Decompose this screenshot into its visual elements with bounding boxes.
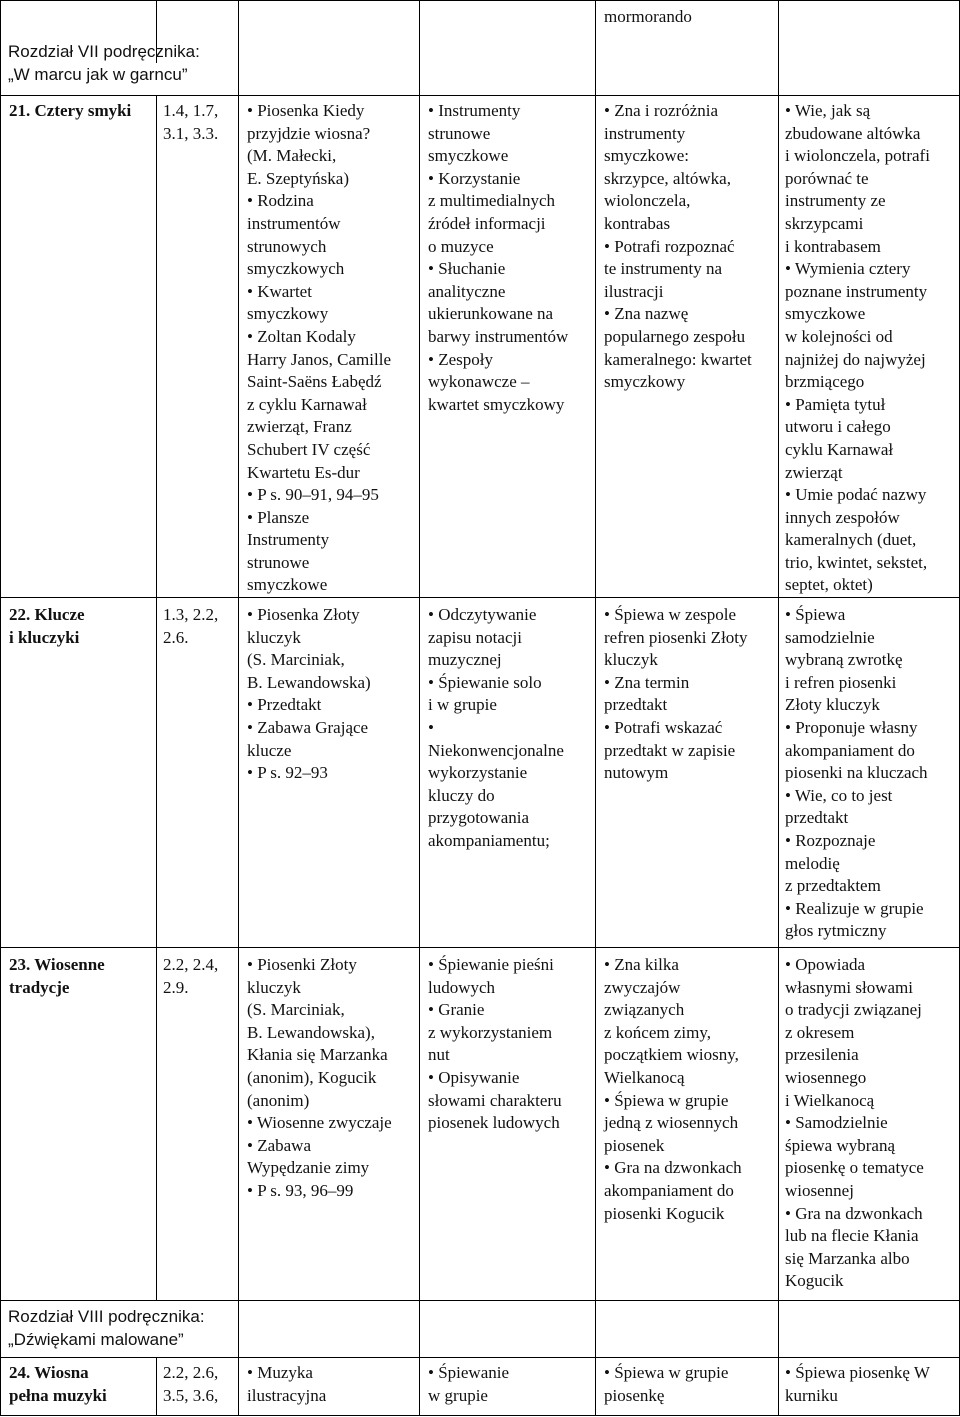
cell-line: • Śpiewa — [785, 605, 846, 624]
column-divider — [419, 0, 420, 1416]
cell-line: te instrumenty na — [604, 259, 723, 279]
cell-line: zwierząt, Franz — [247, 417, 352, 437]
cell-line: piosenki Kogucik — [604, 1203, 725, 1223]
basic-requirements-cell — [604, 604, 748, 785]
cell-line: • Instrumenty — [428, 101, 521, 120]
cell-line: (anonim), Kogucik — [247, 1067, 377, 1087]
cell-line: Złoty kluczyk — [785, 695, 880, 715]
extended-requirements-cell — [785, 604, 928, 943]
section-heading-line: Rozdział VIII podręcznika: — [8, 1307, 205, 1326]
cell-line: 2.2, 2.4, — [163, 955, 219, 974]
cell-line: przygotowania — [428, 808, 530, 828]
row-divider — [0, 95, 960, 96]
content-cell — [247, 604, 371, 785]
content-cell — [247, 1362, 326, 1407]
cell-line: kluczyk — [247, 627, 301, 647]
cell-line: przesilenia — [785, 1045, 859, 1065]
cell-line: piosenek ludowych — [428, 1113, 560, 1133]
cell-line: (S. Marciniak, — [247, 650, 345, 670]
cell-line: samodzielnie — [785, 627, 875, 647]
cell-line: • Wymienia cztery — [785, 259, 911, 279]
cell-line: kameralnego: kwartet — [604, 349, 752, 369]
cell-line: Kogucik — [785, 1271, 844, 1291]
cell-line: z przedtaktem — [785, 876, 881, 896]
cell-line: • Piosenka Złoty — [247, 605, 360, 624]
cell-line: się Marzanka albo — [785, 1248, 910, 1268]
cell-line: • P s. 93, 96–99 — [247, 1180, 354, 1200]
row-divider — [0, 947, 960, 948]
cell-line: klucze — [247, 740, 292, 760]
cell-line: (anonim) — [247, 1090, 310, 1110]
cell-line: akompaniament do — [785, 740, 915, 760]
cell-line: • Kwartet — [247, 281, 312, 301]
basic-requirements-cell — [604, 1362, 728, 1407]
cell-line: kluczy do — [428, 785, 495, 805]
cell-line: • Wie, jak są — [785, 101, 871, 120]
cell-line: ilustracji — [604, 281, 664, 301]
cell-line: ludowych — [428, 977, 496, 997]
row-divider — [0, 1357, 960, 1358]
cell-line: • Potrafi wskazać — [604, 717, 723, 737]
cell-line: • Umie podać nazwy — [785, 485, 927, 505]
cell-line: 2.6. — [163, 627, 189, 647]
curriculum-refs-cell — [163, 604, 218, 649]
cell-line: • Zna kilka — [604, 955, 679, 974]
cell-line: o muzyce — [428, 236, 494, 256]
cell-line: • P s. 90–91, 94–95 — [247, 485, 379, 505]
cell-line: wykorzystanie — [428, 763, 528, 783]
cell-line: 2.9. — [163, 977, 189, 997]
cell-line: i refren piosenki — [785, 672, 897, 692]
cell-line: kontrabas — [604, 213, 671, 233]
basic-requirements-cell — [604, 954, 742, 1225]
extended-requirements-cell — [785, 1362, 930, 1407]
cell-line: • Korzystanie — [428, 168, 521, 188]
cell-line: zwyczajów — [604, 977, 681, 997]
cell-line: Niekonwencjonalne — [428, 740, 564, 760]
cell-line: • Zespoły — [428, 349, 493, 369]
cell-line: • Opisywanie — [428, 1067, 520, 1087]
cell-line: przedtakt — [785, 808, 849, 828]
cell-line: • Opowiada — [785, 955, 866, 974]
cell-line: przyjdzie wiosna? — [247, 123, 371, 143]
cell-line: • Śpiewa w grupie — [604, 1363, 729, 1382]
cell-line: smyczkowe — [428, 146, 509, 166]
mormorando-text: mormorando — [604, 7, 692, 26]
cell-line: kluczyk — [604, 650, 658, 670]
cell-line: piosenki na kluczach — [785, 763, 928, 783]
row-divider — [0, 1300, 960, 1301]
cell-line: 1.3, 2.2, — [163, 605, 219, 624]
section-heading-vii — [8, 41, 200, 86]
lesson-title-cell — [9, 954, 105, 999]
cell-line: septet, oktet) — [785, 575, 873, 595]
cell-line: • Wie, co to jest — [785, 785, 893, 805]
cell-line: nut — [428, 1045, 450, 1065]
cell-line: innych zespołów — [785, 507, 900, 527]
cell-line: B. Lewandowska), — [247, 1022, 375, 1042]
cell-line: Harry Janos, Camille — [247, 349, 391, 369]
cell-line: porównać te — [785, 168, 869, 188]
cell-line: i kluczyki — [9, 627, 80, 647]
cell-line: śpiewa wybraną — [785, 1135, 895, 1155]
cell-line: • Śpiewanie — [428, 1363, 510, 1382]
extended-requirements-cell — [785, 954, 924, 1293]
cell-line: kwartet smyczkowy — [428, 394, 565, 414]
section-heading-line: „Dźwiękami malowane” — [8, 1329, 184, 1349]
cell-line: najniżej do najwyżej — [785, 349, 926, 369]
cell-line: Instrumenty — [247, 530, 330, 550]
cell-line: przedtakt w zapisie — [604, 740, 736, 760]
cell-line: • — [428, 717, 434, 737]
cell-line: • Potrafi rozpoznać — [604, 236, 735, 256]
cell-line: głos rytmiczny — [785, 921, 887, 941]
cell-line: w grupie — [428, 1385, 488, 1405]
cell-line: tradycje — [9, 977, 70, 997]
extended-requirements-cell — [785, 100, 930, 597]
cell-line: • Zna nazwę — [604, 304, 689, 324]
cell-line: poznane instrumenty — [785, 281, 928, 301]
cell-line: • Proponuje własny — [785, 717, 918, 737]
cell-line: pełna muzyki — [9, 1385, 107, 1405]
cell-line: smyczkowe — [247, 575, 328, 595]
cell-line: • Plansze — [247, 507, 310, 527]
row-divider — [0, 597, 960, 598]
cell-line: (S. Marciniak, — [247, 1000, 345, 1020]
cell-line: 21. Cztery smyki — [9, 101, 132, 120]
cell-line: instrumentów — [247, 213, 341, 233]
cell-line: piosenkę — [604, 1385, 665, 1405]
cell-line: 3.5, 3.6, — [163, 1385, 219, 1405]
cell-line: kurniku — [785, 1385, 838, 1405]
cell-line: refren piosenki Złoty — [604, 627, 748, 647]
cell-line: wybraną zwrotkę — [785, 650, 903, 670]
cell-line: Wielkanocą — [604, 1067, 685, 1087]
cell-line: • Rozpoznaje — [785, 830, 876, 850]
cell-line: E. Szeptyńska) — [247, 168, 349, 188]
cell-line: • Śpiewa w grupie — [604, 1090, 729, 1110]
lesson-title-cell — [9, 604, 85, 649]
row-divider — [0, 0, 960, 1]
activities-cell — [428, 100, 568, 416]
cell-line: własnymi słowami — [785, 977, 913, 997]
cell-line: Saint-Saëns Łabędź — [247, 372, 382, 392]
cell-line: akompaniament do — [604, 1180, 734, 1200]
cell-line: źródeł informacji — [428, 213, 546, 233]
cell-line: piosenkę o tematyce — [785, 1158, 924, 1178]
cell-line: 23. Wiosenne — [9, 955, 105, 974]
cell-line: nutowym — [604, 763, 669, 783]
cell-line: smyczkowy — [604, 372, 686, 392]
cell-line: • Samodzielnie — [785, 1113, 888, 1133]
cell-line: Wypędzanie zimy — [247, 1158, 370, 1178]
cell-line: wiosennego — [785, 1067, 867, 1087]
cell-line: analityczne — [428, 281, 506, 301]
cell-line: melodię — [785, 853, 840, 873]
cell-line: ukierunkowane na — [428, 304, 554, 324]
cell-line: • Gra na dzwonkach — [785, 1203, 923, 1223]
cell-line: strunowe — [247, 552, 310, 572]
cell-line: • P s. 92–93 — [247, 763, 328, 783]
activities-cell — [428, 954, 562, 1135]
lesson-title-cell — [9, 100, 131, 123]
cell-line: • Śpiewanie pieśni — [428, 955, 554, 974]
cell-line: • Rodzina — [247, 191, 314, 211]
cell-line: i wiolonczela, potrafi — [785, 146, 930, 166]
lesson-title-cell — [9, 1362, 107, 1407]
cell-line: • Piosenki Złoty — [247, 955, 357, 974]
cell-line: 22. Klucze — [9, 605, 85, 624]
cell-line: słowami charakteru — [428, 1090, 562, 1110]
cell-line: strunowych — [247, 236, 327, 256]
cell-line: zwierząt — [785, 462, 843, 482]
basic-requirements-cell — [604, 100, 752, 394]
content-cell — [247, 100, 391, 597]
cell-line: 1.4, 1.7, — [163, 101, 219, 120]
cell-line: smyczkowych — [247, 259, 345, 279]
cell-line: wiolonczela, — [604, 191, 691, 211]
cell-line: z okresem — [785, 1022, 855, 1042]
cell-line: 24. Wiosna — [9, 1363, 89, 1382]
cell-line: instrumenty — [604, 123, 686, 143]
cell-line: wykonawcze – — [428, 372, 530, 392]
row-divider — [0, 1415, 960, 1416]
cell-line: o tradycji związanej — [785, 1000, 922, 1020]
cell-line: • Muzyka — [247, 1363, 313, 1382]
column-divider — [156, 95, 157, 1300]
cell-line: z końcem zimy, — [604, 1022, 711, 1042]
cell-line: • Piosenka Kiedy — [247, 101, 365, 120]
cell-line: kluczyk — [247, 977, 301, 997]
cell-line: • Słuchanie — [428, 259, 506, 279]
cell-line: strunowe — [428, 123, 491, 143]
cell-line: skrzypcami — [785, 213, 864, 233]
cell-line: kameralnych (duet, — [785, 530, 917, 550]
cell-line: w kolejności od — [785, 326, 893, 346]
section-heading-line: Rozdział VII podręcznika: — [8, 42, 200, 61]
cell-line: cyklu Karnawał — [785, 439, 894, 459]
cell-line: z cyklu Karnawał — [247, 394, 367, 414]
cell-line: Kwartetu Es-dur — [247, 462, 360, 482]
cell-line: Schubert IV część — [247, 439, 371, 459]
content-cell — [247, 954, 392, 1203]
cell-line: 3.1, 3.3. — [163, 123, 219, 143]
cell-line: początkiem wiosny, — [604, 1045, 739, 1065]
column-divider — [595, 0, 596, 1416]
column-divider — [0, 0, 1, 1416]
cell-line: akompaniamentu; — [428, 830, 550, 850]
cell-line: z wykorzystaniem — [428, 1022, 553, 1042]
cell-line: smyczkowe: — [604, 146, 689, 166]
cell-line: B. Lewandowska) — [247, 672, 371, 692]
activities-cell — [428, 1362, 509, 1407]
cell-line: utworu i całego — [785, 417, 891, 437]
cell-line: • Gra na dzwonkach — [604, 1158, 742, 1178]
cell-line: instrumenty ze — [785, 191, 886, 211]
cell-line: • Przedtakt — [247, 695, 322, 715]
cell-line: • Zabawa Grające — [247, 717, 369, 737]
cell-line: trio, kwintet, sekstet, — [785, 552, 928, 572]
curriculum-refs-cell — [163, 1362, 218, 1407]
cell-line: • Zoltan Kodaly — [247, 326, 356, 346]
section-heading-viii — [8, 1306, 205, 1351]
cell-line: • Realizuje w grupie — [785, 898, 924, 918]
column-divider — [778, 0, 779, 1416]
cell-line: 2.2, 2.6, — [163, 1363, 219, 1382]
cell-line: barwy instrumentów — [428, 326, 569, 346]
cell-line: • Zna termin — [604, 672, 690, 692]
cell-line: smyczkowe — [785, 304, 866, 324]
cell-line: • Śpiewa piosenkę W — [785, 1363, 930, 1382]
cell-line: (M. Małecki, — [247, 146, 337, 166]
cell-line: • Wiosenne zwyczaje — [247, 1113, 392, 1133]
cell-line: popularnego zespołu — [604, 326, 746, 346]
cell-line: • Zna i rozróżnia — [604, 101, 719, 120]
cell-line: • Śpiewanie solo — [428, 672, 542, 692]
cell-line: zapisu notacji — [428, 627, 522, 647]
cell-line: • Pamięta tytuł — [785, 394, 886, 414]
cell-line: i Wielkanocą — [785, 1090, 875, 1110]
cell-line: lub na flecie Kłania — [785, 1226, 919, 1246]
cell-line: brzmiącego — [785, 372, 865, 392]
cell-line: • Odczytywanie — [428, 605, 537, 624]
cell-line: • Śpiewa w zespole — [604, 605, 736, 624]
cell-line: • Zabawa — [247, 1135, 311, 1155]
cell-line: i w grupie — [428, 695, 497, 715]
cell-line: • Granie — [428, 1000, 485, 1020]
cell-line: zbudowane altówka — [785, 123, 921, 143]
section-heading-line: „W marcu jak w garncu” — [8, 64, 188, 84]
curriculum-refs-cell — [163, 954, 218, 999]
cell-line: przedtakt — [604, 695, 668, 715]
cell-line: ilustracyjna — [247, 1385, 327, 1405]
cell-line: piosenek — [604, 1135, 665, 1155]
column-divider — [238, 0, 239, 1416]
cell-line: z multimedialnych — [428, 191, 555, 211]
cell-line: jedną z wiosennych — [604, 1113, 739, 1133]
continued-text — [604, 6, 692, 29]
cell-line: i kontrabasem — [785, 236, 881, 256]
cell-line: smyczkowy — [247, 304, 329, 324]
cell-line: Kłania się Marzanka — [247, 1045, 388, 1065]
curriculum-refs-cell — [163, 100, 218, 145]
cell-line: związanych — [604, 1000, 685, 1020]
cell-line: wiosennej — [785, 1180, 854, 1200]
cell-line: skrzypce, altówka, — [604, 168, 731, 188]
column-divider — [156, 1357, 157, 1416]
activities-cell — [428, 604, 564, 853]
cell-line: muzycznej — [428, 650, 502, 670]
